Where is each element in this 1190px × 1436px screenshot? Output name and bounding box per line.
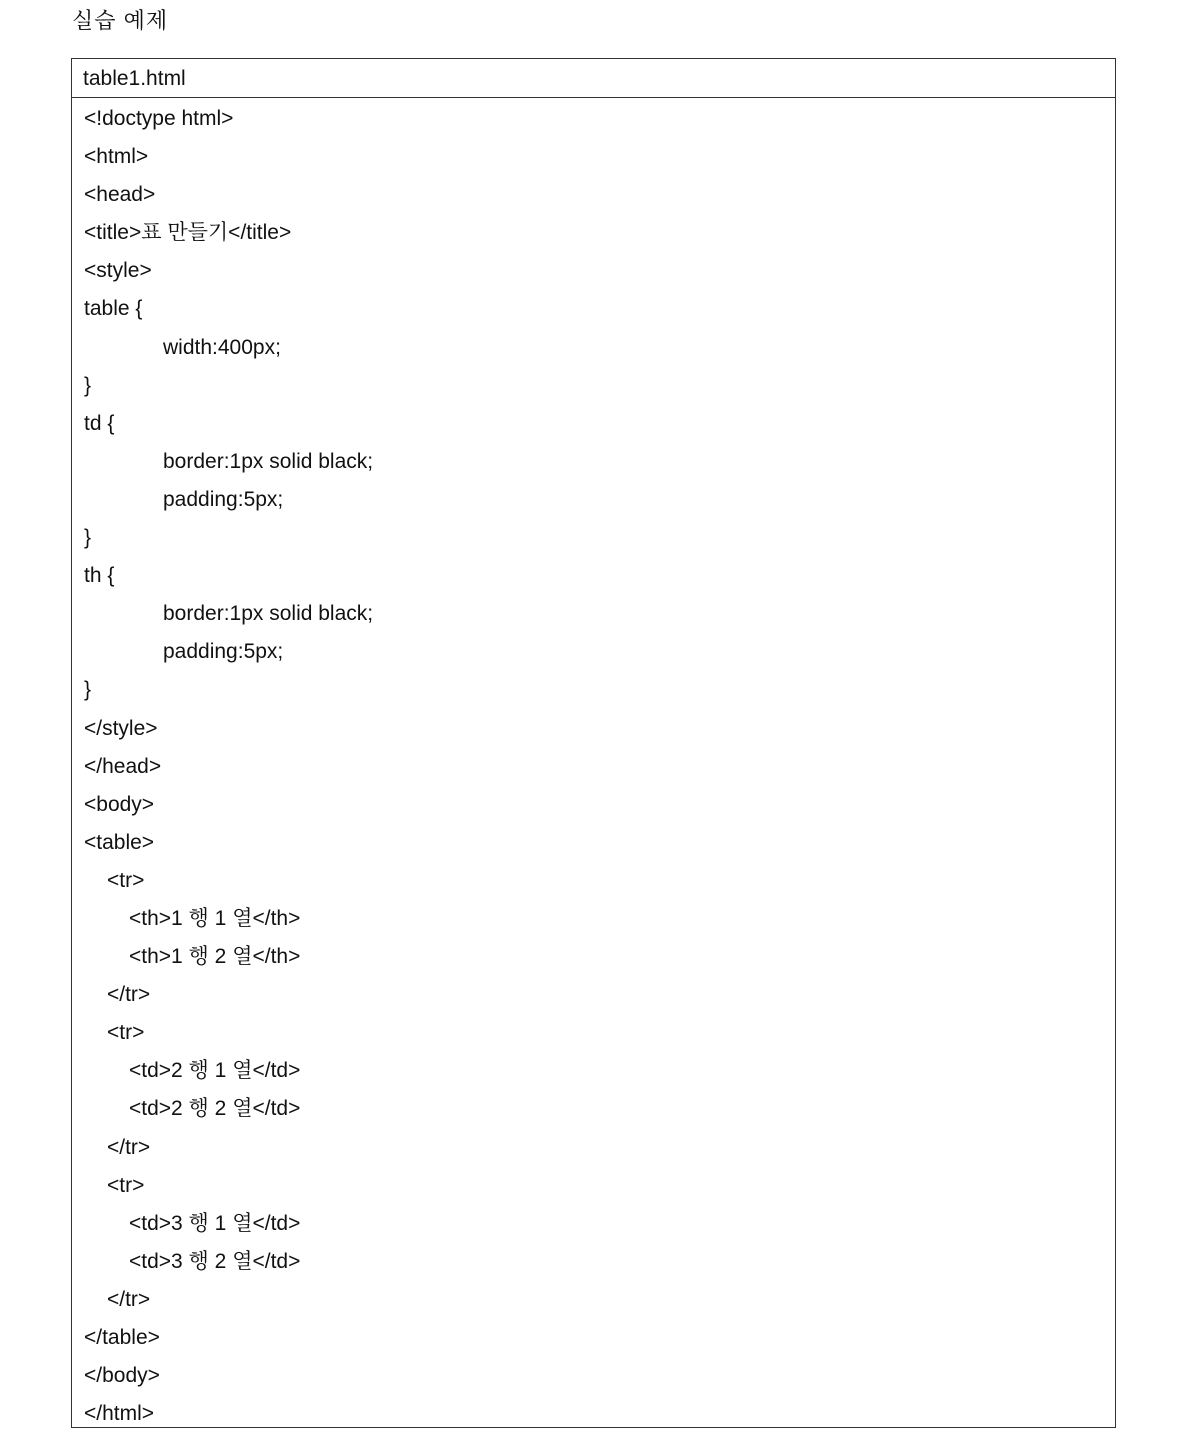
code-line: }: [84, 373, 92, 397]
code-line: <tr>: [107, 1173, 145, 1197]
code-line: th {: [84, 564, 115, 588]
code-line: padding:5px;: [163, 640, 284, 664]
code-line: <th>1 행 1 열</th>: [129, 906, 301, 930]
code-line: border:1px solid black;: [163, 449, 374, 473]
code-line: <body>: [84, 792, 155, 816]
file-name-header: table1.html: [72, 59, 1115, 98]
code-line: td {: [84, 411, 115, 435]
code-line: </style>: [84, 716, 158, 740]
code-line: <head>: [84, 183, 156, 207]
code-line: padding:5px;: [163, 487, 284, 511]
code-line: <style>: [84, 259, 152, 283]
code-line: <!doctype html>: [84, 107, 234, 130]
code-line: <td>3 행 1 열</td>: [129, 1211, 301, 1235]
code-line: <td>2 행 1 열</td>: [129, 1059, 301, 1083]
code-line: <title>표 만들기</title>: [84, 221, 292, 245]
code-line: </body>: [84, 1364, 160, 1388]
code-line: <th>1 행 2 열</th>: [129, 945, 301, 969]
code-line: </tr>: [107, 1287, 151, 1311]
code-line: </tr>: [107, 983, 151, 1007]
code-line: </table>: [84, 1326, 160, 1349]
code-line: <td>3 행 2 열</td>: [129, 1249, 301, 1273]
code-line: <tr>: [107, 868, 145, 892]
code-line: width:400px;: [163, 335, 281, 359]
code-line: <tr>: [107, 1021, 145, 1045]
code-line: border:1px solid black;: [163, 602, 374, 626]
code-line: <html>: [84, 145, 149, 169]
code-body: [72, 98, 1115, 1433]
code-line: <table>: [84, 830, 155, 854]
code-line: }: [84, 526, 92, 550]
code-line: table {: [84, 297, 143, 321]
code-line: }: [84, 678, 92, 702]
code-line: </tr>: [107, 1135, 151, 1159]
page-title: 실습 예제: [72, 8, 169, 33]
code-line: </html>: [84, 1402, 155, 1426]
code-line: </head>: [84, 754, 162, 778]
code-line: <td>2 행 2 열</td>: [129, 1097, 301, 1121]
code-listing-box: [71, 58, 1116, 1428]
